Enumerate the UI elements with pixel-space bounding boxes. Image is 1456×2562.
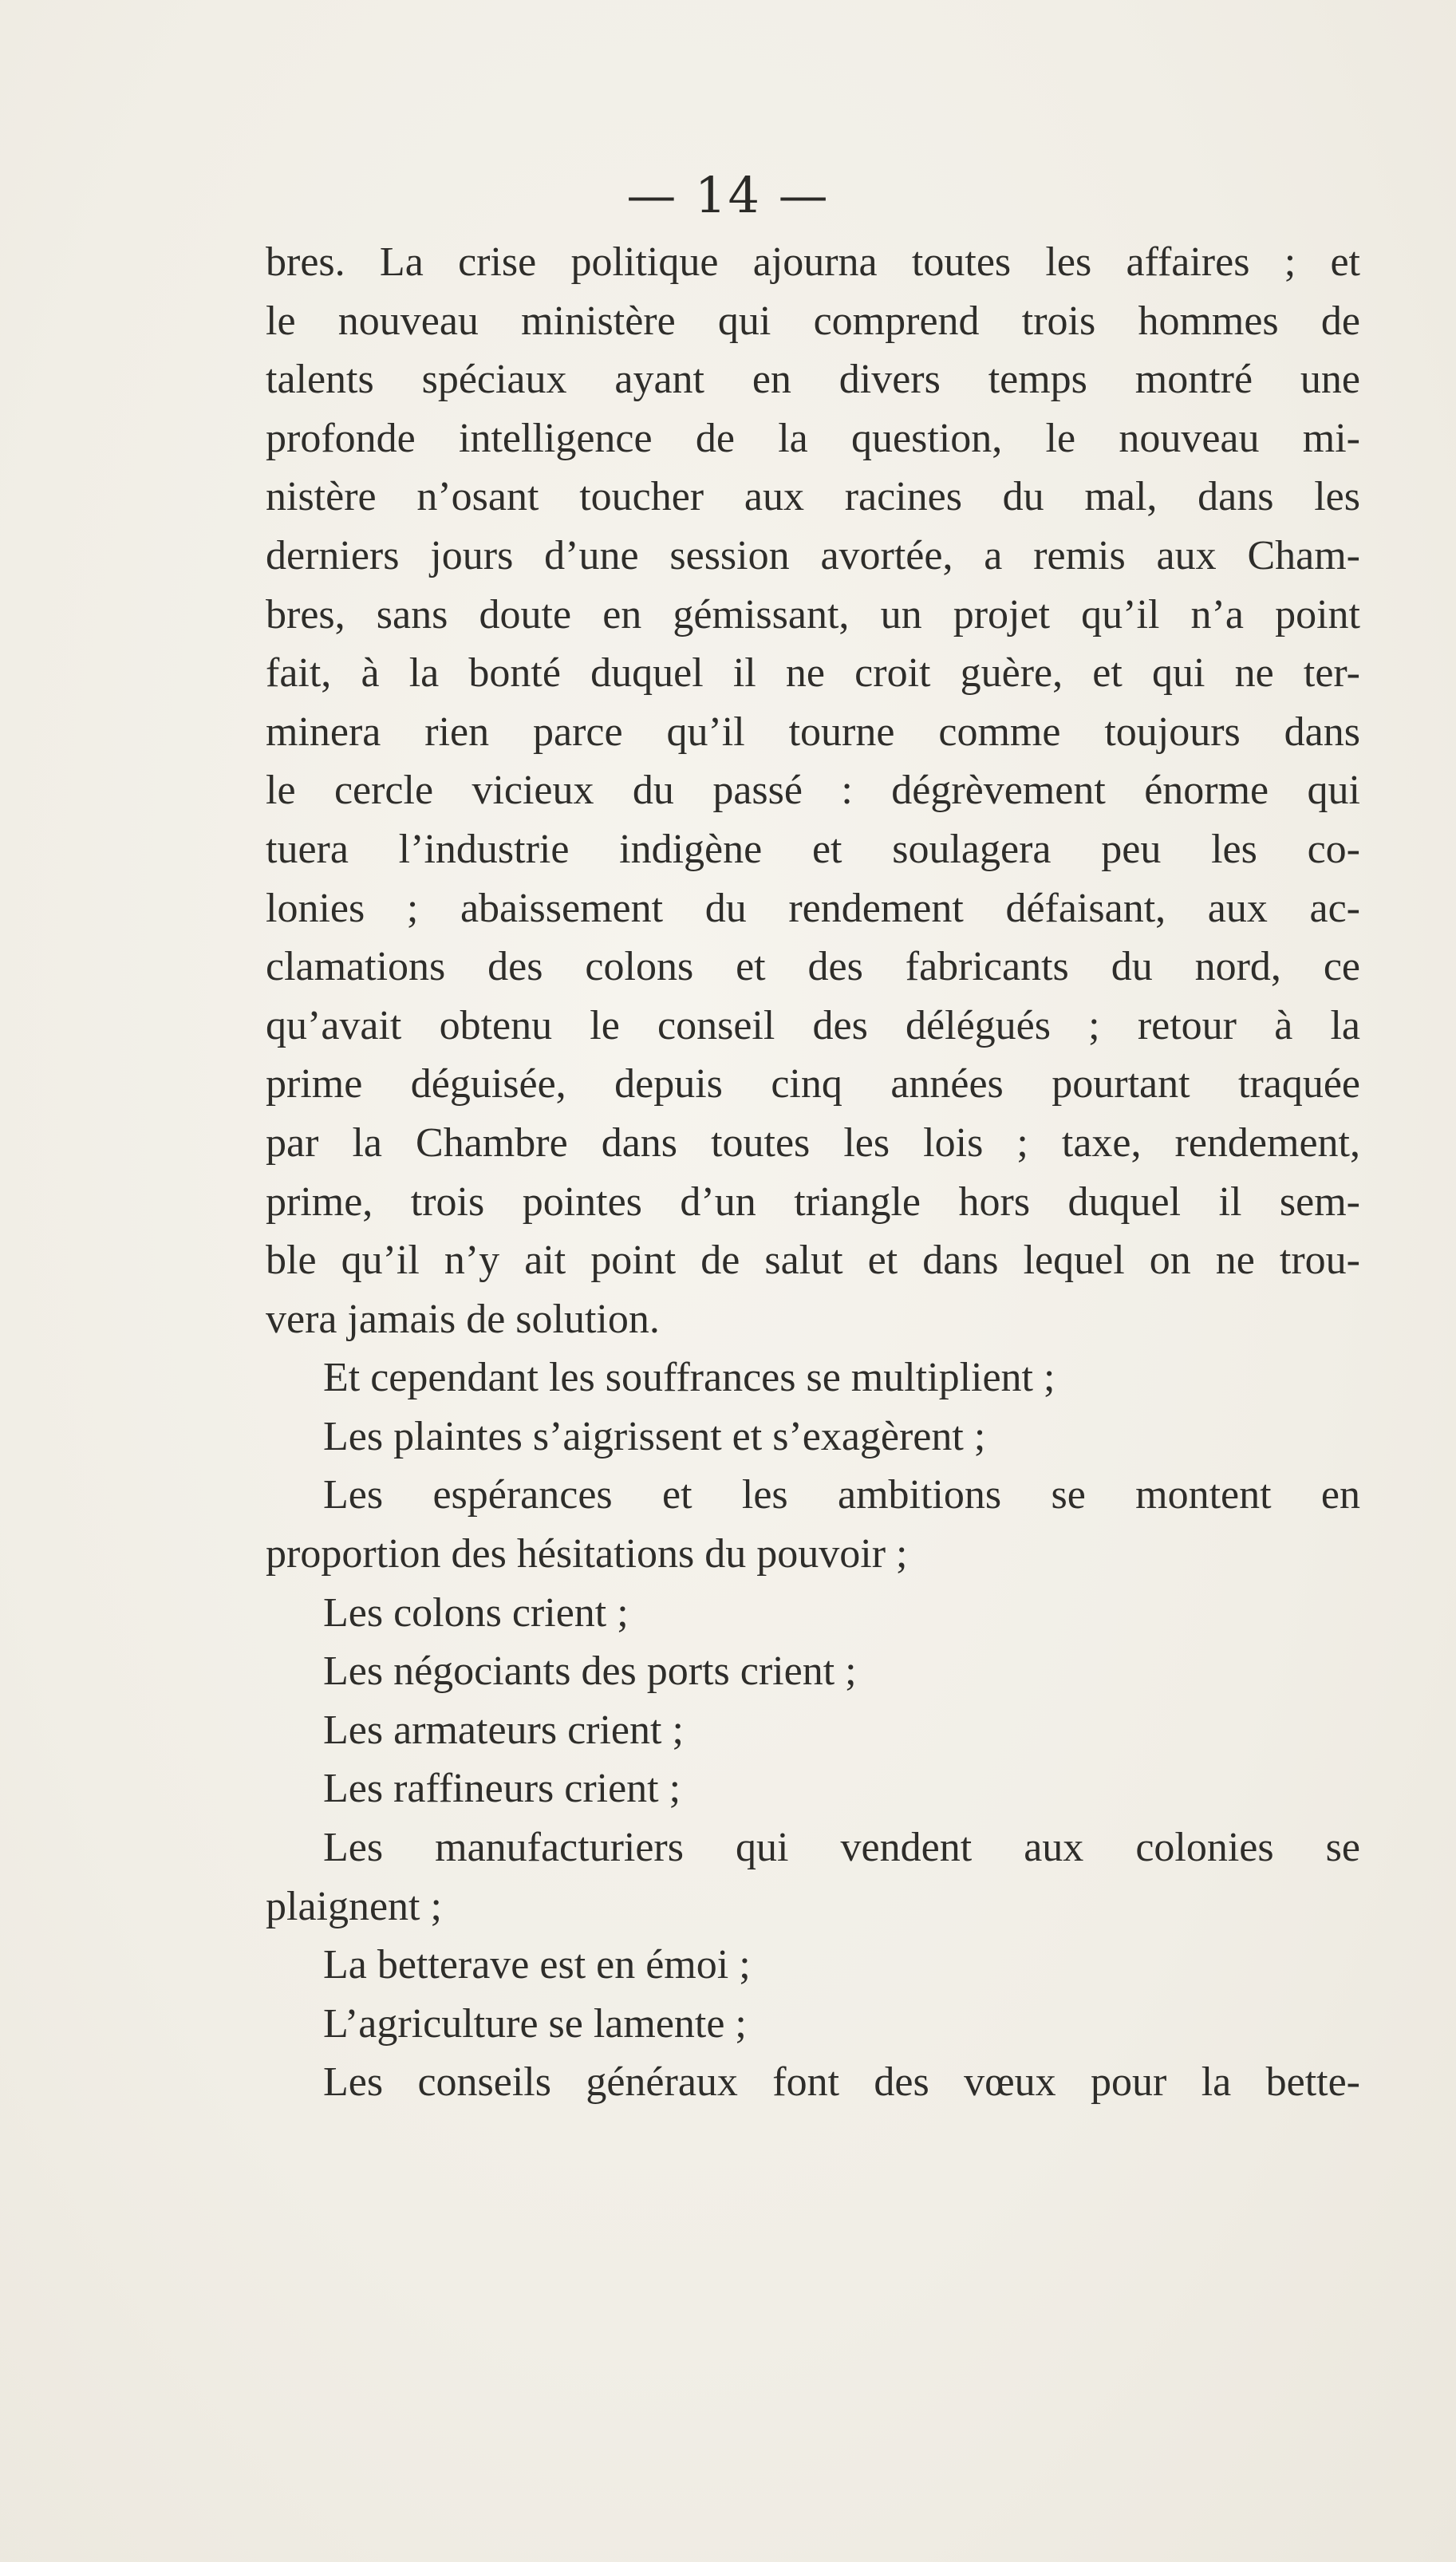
text-line: prime, trois pointes d’un triangle hors duquel il sem- xyxy=(266,1178,1360,1225)
text-line: Les raffineurs crient ; xyxy=(323,1766,681,1812)
text-line: Les plaintes s’aigrissent et s’exagèrent ; xyxy=(323,1413,986,1459)
text-line: derniers jours d’une session avortée, a remis aux Cham- xyxy=(266,532,1360,578)
text-line: prime déguisée, depuis cinq années pourtant traquée xyxy=(266,1061,1360,1107)
text-line: tuera l’industrie indigène et soulagera peu les co- xyxy=(266,826,1360,872)
text-line: talents spéciaux ayant en divers temps montré une xyxy=(266,357,1360,403)
text-line: bres. La crise politique ajourna toutes les affaires ; et xyxy=(266,239,1360,285)
text-line: plaignent ; xyxy=(266,1883,442,1929)
text-line: le nouveau ministère qui comprend trois hommes de xyxy=(266,298,1360,344)
text-line: qu’avait obtenu le conseil des délégués ; retour à la xyxy=(266,1002,1360,1048)
text-line: fait, à la bonté duquel il ne croit guère, et qui ne ter- xyxy=(266,650,1360,697)
text-line: bres, sans doute en gémissant, un projet qu’il n’a point xyxy=(266,591,1360,638)
text-line: Les armateurs crient ; xyxy=(323,1707,684,1753)
text-line: Les négociants des ports crient ; xyxy=(323,1648,857,1695)
text-line: vera jamais de solution. xyxy=(266,1296,660,1342)
text-line: nistère n’osant toucher aux racines du mal, dans les xyxy=(266,474,1360,520)
page-number: — 14 — xyxy=(626,166,830,224)
text-line: La betterave est en émoi ; xyxy=(323,1942,751,1988)
text-line: proportion des hésitations du pouvoir ; xyxy=(266,1531,908,1577)
text-line: par la Chambre dans toutes les lois ; taxe, rendement, xyxy=(266,1119,1360,1166)
text-line: Les manufacturiers qui vendent aux colonies se xyxy=(323,1825,1360,1871)
text-line: clamations des colons et des fabricants du nord, ce xyxy=(266,944,1360,990)
text-line: Les conseils généraux font des vœux pour la bette- xyxy=(323,2059,1360,2106)
text-line: lonies ; abaissement du rendement défaisant, aux ac- xyxy=(266,885,1360,931)
text-line: profonde intelligence de la question, le nouveau mi- xyxy=(266,415,1360,461)
text-line: ble qu’il n’y ait point de salut et dans lequel on ne trou- xyxy=(266,1238,1360,1284)
text-line: Et cependant les souffrances se multiplient ; xyxy=(323,1355,1056,1401)
text-line: le cercle vicieux du passé : dégrèvement énorme qui xyxy=(266,768,1360,814)
text-line: Les colons crient ; xyxy=(323,1589,629,1636)
text-line: L’agriculture se lamente ; xyxy=(323,2000,747,2047)
text-line: Les espérances et les ambitions se montent en xyxy=(323,1472,1360,1518)
text-line: minera rien parce qu’il tourne comme toujours dans xyxy=(266,709,1360,755)
page-body-text xyxy=(266,233,1360,2112)
